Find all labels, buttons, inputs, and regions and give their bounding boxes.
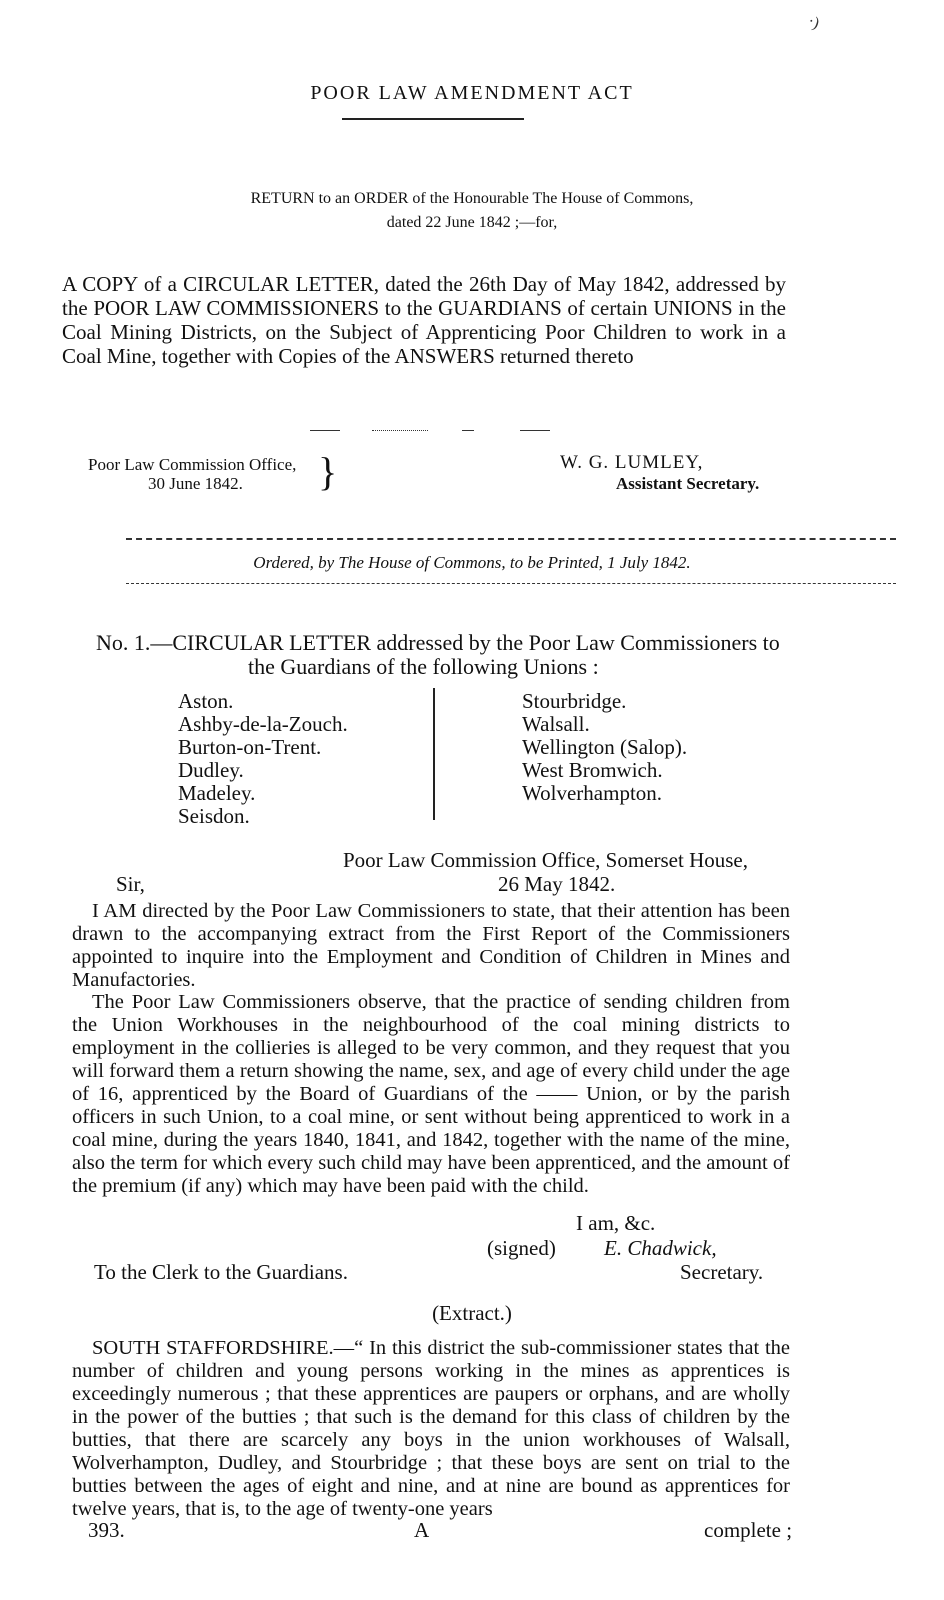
separator-short bbox=[310, 430, 340, 431]
letter-closing: I am, &c. bbox=[576, 1211, 656, 1235]
corner-mark: ·) bbox=[805, 12, 822, 33]
signer-title: Assistant Secretary. bbox=[616, 474, 760, 493]
union-item: Dudley. bbox=[178, 758, 244, 782]
copy-paragraph bbox=[62, 272, 786, 368]
union-item: Wolverhampton. bbox=[522, 781, 663, 805]
separator-short-3 bbox=[462, 430, 474, 431]
letter-date: 26 May 1842. bbox=[498, 872, 616, 896]
separator-short-4 bbox=[520, 430, 550, 431]
letter-paragraph-2: The Poor Law Commissioners observe, that the practice of sending children from the Union Workhouses in the neighbourhood of the coal mining districts to employment in the collieries is alleged to be very common, and they request that you will forward them a return showing the name, sex, and age of every child under the age of 16, apprenticed by the Board of Guardians of the —— Union, or by the parish officers in such Union, to a coal mine, or sent without being apprenticed to work in a coal mine, during the years 1840, 1841, and 1842, together with the name of the mine, also the term for which every such child may have been apprenticed, and the amount of the premium (if any) which may have been paid with the child. bbox=[72, 991, 790, 1197]
letter-signer: E. Chadwick, bbox=[604, 1236, 717, 1260]
ordered-top-rule bbox=[126, 538, 896, 540]
return-line-1: RETURN to an ORDER of the Honourable The House of Commons, bbox=[250, 190, 694, 207]
extract-text: “ In this district the sub-commissioner states that the number of children and young persons working in the mines as apprentices is exceedingly numerous ; that these apprentices are paupers or orphans, and are wholly in the power of the butties ; that such is the demand for this class of children by the butties, that there are scarcely any boys in the union workhouses of Walsall, Wolverhampton, Dudley, and Stourbridge ; that these boys are sent on trial to the butties between the ages of eight and nine, and at nine are bound as apprentices for twelve years, that is, to the age of twenty-one years bbox=[72, 1337, 790, 1520]
copy-lead: A COPY bbox=[62, 272, 138, 296]
union-item: Ashby-de-la-Zouch. bbox=[178, 712, 348, 736]
circular-heading-line-2: the Guardians of the following Unions : bbox=[248, 654, 599, 679]
extract-paragraph bbox=[72, 1337, 790, 1521]
copy-text: of a CIRCULAR LETTER, dated the 26th Day of May 1842, addressed by the POOR LAW COMMISSIONERS to the GUARDIANS of certain UNIONS in the Coal Mining Districts, on the Subject of Apprenticing Poor Children to work in a Coal Mine, together with Copies of the ANSWERS returned thereto bbox=[62, 272, 786, 368]
signer-name: W. G. LUMLEY, bbox=[560, 452, 704, 473]
union-item: Aston. bbox=[178, 689, 234, 713]
unions-left-column bbox=[178, 690, 348, 828]
union-item: Stourbridge. bbox=[522, 689, 627, 713]
extract-heading: (Extract.) bbox=[432, 1301, 512, 1325]
letter-paragraph-1: I AM directed by the Poor Law Commissioners to state, that their attention has been drawn to the accompanying extract from the First Report of the Commissioners appointed to inquire into the Employment and Condition of Children in Mines and Manufactories. bbox=[72, 900, 790, 991]
circular-heading-line-1: No. 1.—CIRCULAR LETTER addressed by the Poor Law Commissioners to bbox=[96, 630, 780, 655]
separator-short-2 bbox=[372, 430, 428, 431]
return-line-2: dated 22 June 1842 ;—for, bbox=[386, 214, 558, 231]
ordered-line: Ordered, by The House of Commons, to be Printed, 1 July 1842. bbox=[253, 553, 691, 572]
union-item: Burton-on-Trent. bbox=[178, 735, 322, 759]
letter-addressee: To the Clerk to the Guardians. bbox=[94, 1260, 348, 1284]
page-number: 393. bbox=[88, 1518, 125, 1542]
act-title: POOR LAW AMENDMENT ACT bbox=[310, 82, 634, 104]
union-item: Seisdon. bbox=[178, 804, 250, 828]
union-item: Walsall. bbox=[522, 712, 590, 736]
signature-mark: A bbox=[414, 1518, 430, 1542]
office-line-2: 30 June 1842. bbox=[148, 474, 243, 493]
union-divider bbox=[433, 688, 435, 820]
ordered-bottom-rule bbox=[126, 583, 896, 584]
signed-label: (signed) bbox=[487, 1236, 556, 1260]
union-item: Wellington (Salop). bbox=[522, 735, 688, 759]
extract-lead: SOUTH STAFFORDSHIRE.— bbox=[92, 1337, 355, 1359]
unions-right-column bbox=[522, 690, 687, 805]
title-rule bbox=[342, 118, 524, 120]
letter-salutation: Sir, bbox=[116, 872, 145, 896]
letter-place: Poor Law Commission Office, Somerset House, bbox=[343, 848, 748, 872]
union-item: West Bromwich. bbox=[522, 758, 663, 782]
office-line-1: Poor Law Commission Office, bbox=[88, 455, 297, 474]
catchword: complete ; bbox=[704, 1518, 793, 1542]
letter-signer-title: Secretary. bbox=[680, 1260, 764, 1284]
union-item: Madeley. bbox=[178, 781, 256, 805]
brace: } bbox=[318, 449, 338, 494]
